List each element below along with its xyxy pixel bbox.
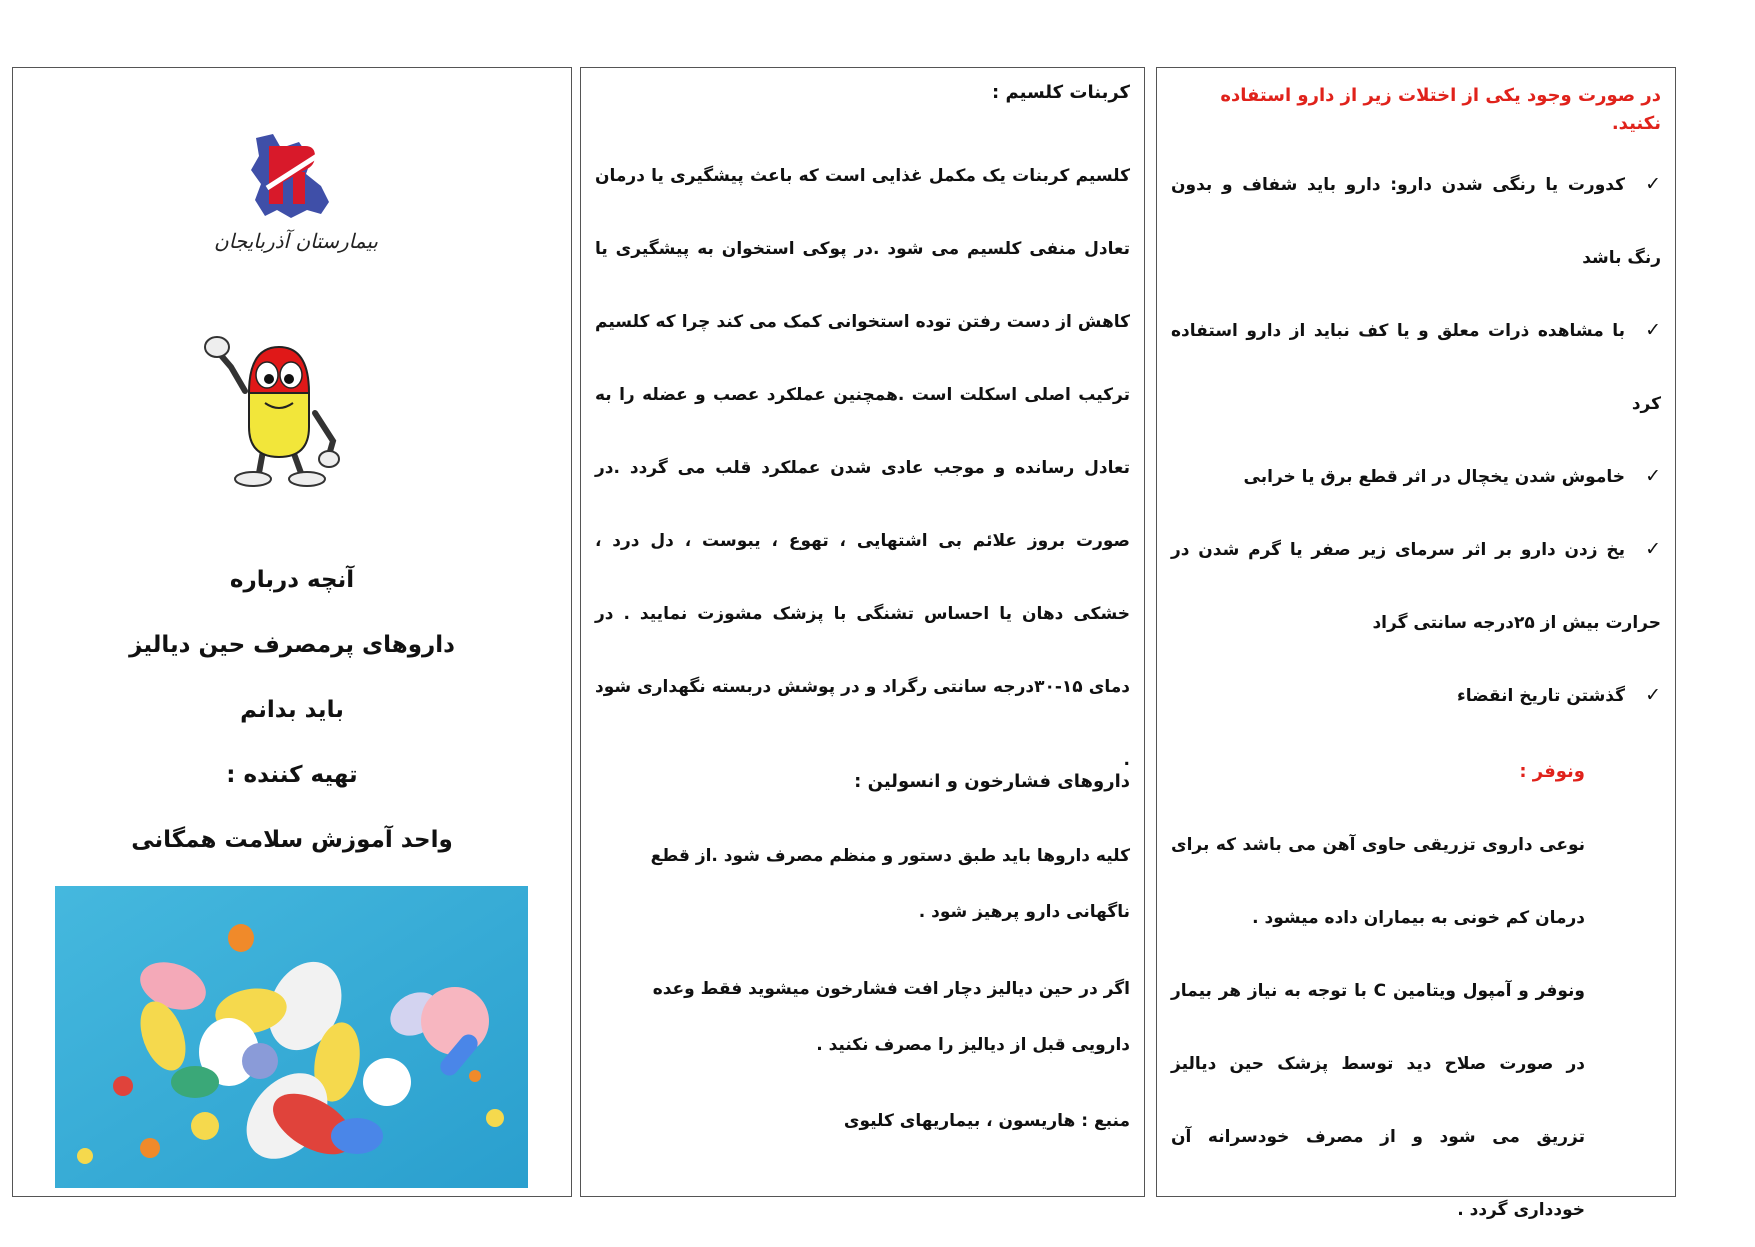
panel-middle <box>580 67 1145 1197</box>
venofer-title: ونوفر : <box>1519 761 1585 782</box>
prepared-by-unit: واحد آموزش سلامت همگانی <box>131 827 453 853</box>
calcium-title: کربنات کلسیم : <box>992 82 1130 103</box>
logo-text: بیمارستان آذربایجان <box>214 229 378 253</box>
check-icon: ✓ <box>1645 538 1661 560</box>
title-line-2: داروهای پرمصرف حین دیالیز <box>129 632 455 658</box>
bp-insulin-title: داروهای فشارخون و انسولین : <box>854 771 1130 792</box>
pills-photo <box>55 886 528 1188</box>
panel-right <box>1156 67 1676 1220</box>
bp-paragraph-2: اگر در حین دیالیز دچار افت فشارخون میشوید فقط وعده دارویی قبل از دیالیز را مصرف نکنید . <box>652 979 1130 1055</box>
check-icon: ✓ <box>1645 465 1661 487</box>
check-item: ✓کدورت یا رنگی شدن دارو: دارو باید شفاف و بدون رنگ باشد <box>1171 148 1661 295</box>
check-icon: ✓ <box>1645 319 1661 341</box>
panel-left <box>12 67 572 1197</box>
check-icon: ✓ <box>1645 173 1661 195</box>
check-icon: ✓ <box>1645 684 1661 706</box>
check-item: ✓با مشاهده ذرات معلق و یا کف نباید از دارو استفاده کرد <box>1171 294 1661 441</box>
calcium-paragraph: کلسیم کربنات یک مکمل غذایی است که باعث پیشگیری یا درمان تعادل منفی کلسیم می شود .در پوکی استخوان به پیشگیری یا کاهش از دست رفتن توده استخوانی کمک می کند چرا که کلسیم ترکیب اصلی اسکلت است .همچنین عملکرد عصب و عضله را به تعادل رسانده و موجب عادی شدن عملکرد قلب می گردد .در صورت بروز علائم بی اشتهایی ، تهوع ، یبوست ، دل درد ، خشکی دهان یا احساس تشنگی با پزشک مشوزت نمایید . در دمای ۱۵-۳۰درجه سانتی رگراد و در پوشش دربسته نگهداری شود . <box>595 166 1130 770</box>
bp-paragraph-1: کلیه داروها باید طبق دستور و منظم مصرف شود .از قطع ناگهانی دارو پرهیز شود . <box>650 846 1130 922</box>
source-text: منبع : هاریسون ، بیماریهای کلیوی <box>843 1111 1130 1131</box>
venofer-paragraph-1: نوعی داروی تزریقی حاوی آهن می باشد که برای درمان کم خونی به بیماران داده میشود . <box>1171 835 1585 928</box>
capsule-mascot-illustration <box>201 323 361 493</box>
check-item: ✓خاموش شدن یخچال در اثر قطع برق یا خرابی <box>1171 440 1661 514</box>
hospital-logo <box>211 130 381 270</box>
venofer-paragraph-2: ونوفر و آمپول ویتامین C با توجه به نیاز هر بیمار در صورت صلاح دید توسط پزشک حین دیالیز تزریق می شود و از مصرف خودسرانه آن خودداری گردد . <box>1171 981 1585 1220</box>
title-line-3: باید بدانم <box>240 697 344 723</box>
prepared-by-label: تهیه کننده : <box>226 762 358 788</box>
title-line-1: آنچه درباره <box>229 567 355 593</box>
check-item: ✓یخ زدن دارو بر اثر سرمای زیر صفر یا گرم شدن در حرارت بیش از ۲۵درجه سانتی گراد <box>1171 513 1661 660</box>
warning-title: در صورت وجود یکی از اختلات زیر از دارو استفاده نکنید. <box>1220 85 1661 134</box>
check-item: ✓گذشتن تاریخ انقضاء <box>1171 659 1661 733</box>
